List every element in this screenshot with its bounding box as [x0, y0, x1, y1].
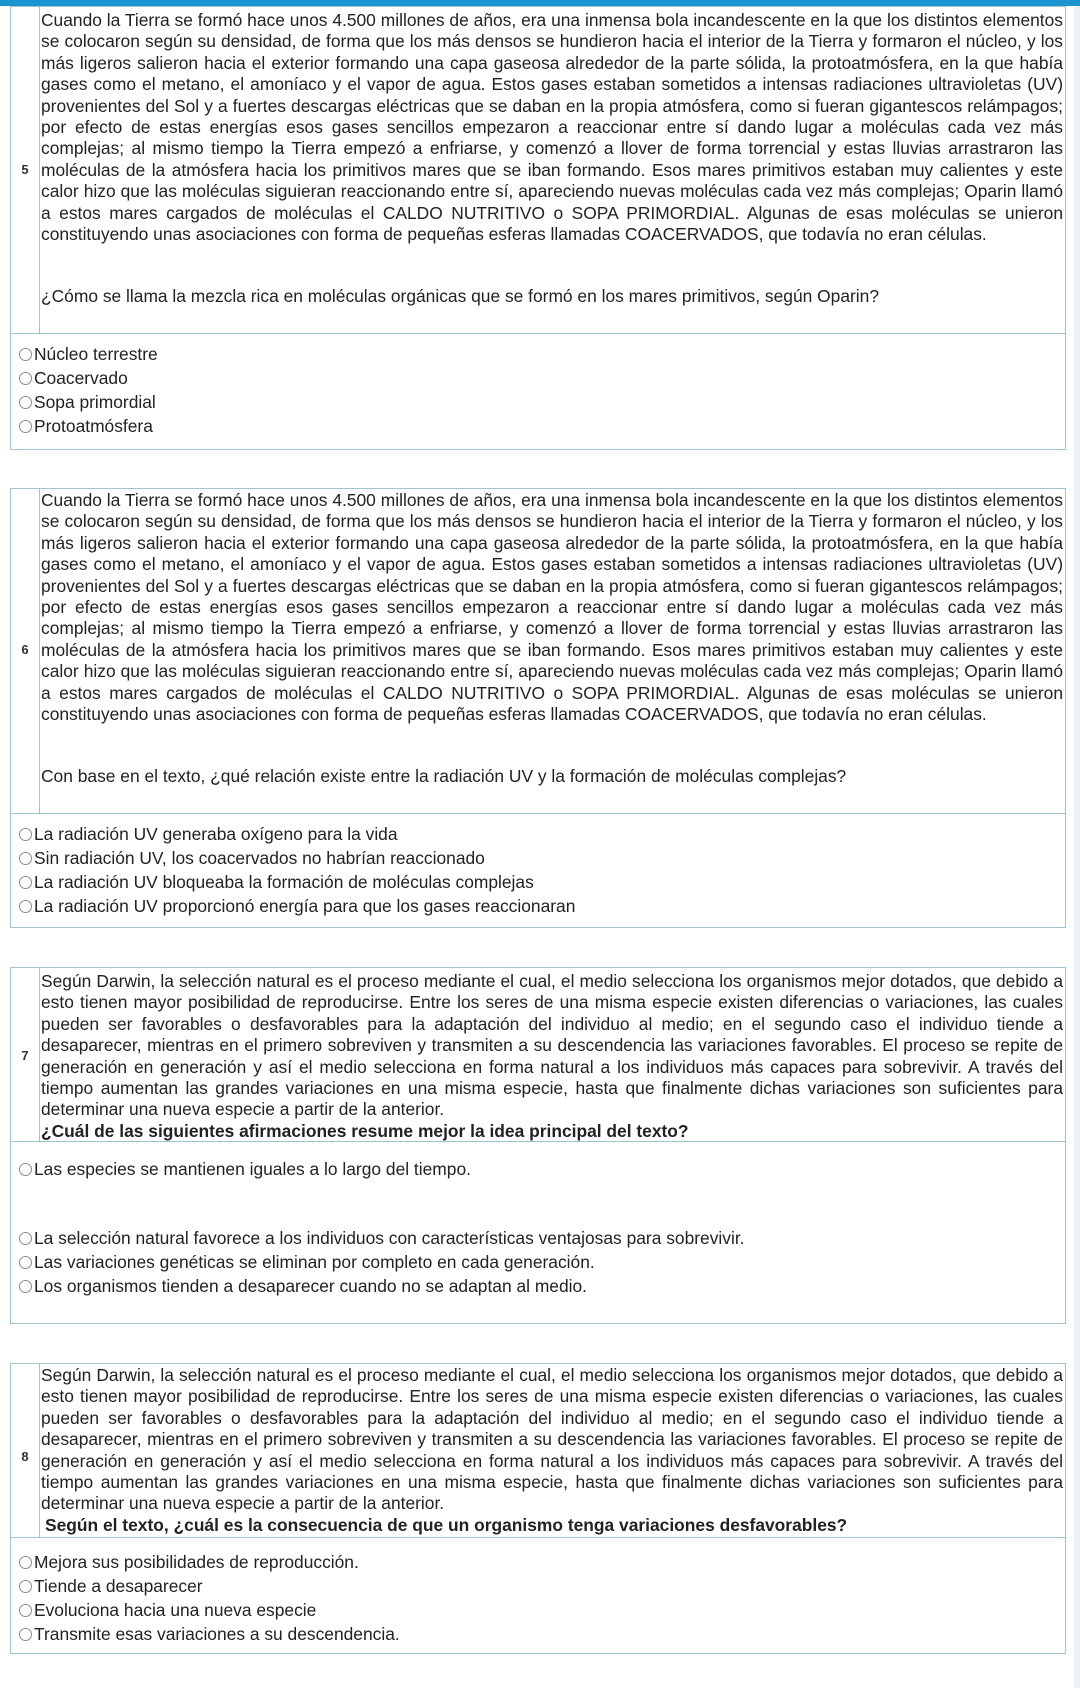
question-prompt: Según el texto, ¿cuál es la consecuencia de que un organismo tenga variaciones desfavorables? — [45, 1514, 848, 1535]
answer-option[interactable] — [19, 1622, 1065, 1646]
radio-button[interactable] — [19, 876, 32, 889]
answer-options — [10, 813, 1066, 928]
question-prompt: ¿Cuál de las siguientes afirmaciones resume mejor la idea principal del texto? — [41, 1120, 689, 1141]
answer-options — [10, 1537, 1066, 1654]
answer-option[interactable] — [19, 1274, 1065, 1298]
question-text-area — [39, 1364, 1065, 1538]
answer-option[interactable] — [19, 870, 1065, 894]
radio-button[interactable] — [19, 348, 32, 361]
answer-option[interactable] — [19, 1226, 1065, 1250]
passage-text: Según Darwin, la selección natural es el proceso mediante el cual, el medio selecciona los organismos mejor dotados, que debido a esto tienen mayor posibilidad de reproducirse. Entre los seres de una misma especie existen diferencias o variaciones, las cuales pueden ser favorables o desfavorables para la adaptación del individuo al medio; en el segundo caso el individuo tiende a desaparecer, mientras en el primero sobreviven y transmiten a su descendencia las variaciones favorables. El proceso se repite de generación en generación y así el medio selecciona en forma natural a los individuos más capaces para sobrevivir. A través del tiempo aumentan las grandes variaciones en una misma especie, hasta que finalmente dichas variaciones son suficientes para determinar una nueva especie a partir de la anterior. — [41, 1365, 1063, 1514]
radio-button[interactable] — [19, 1580, 32, 1593]
question-body — [10, 6, 1066, 333]
option-label[interactable]: Protoatmósfera — [34, 416, 153, 436]
answer-option[interactable] — [19, 1550, 1065, 1574]
passage-text: Cuando la Tierra se formó hace unos 4.500 millones de años, era una inmensa bola incandescente en la que los distintos elementos se colocaron según su densidad, de forma que los más densos se hundieron hacia el interior de la Tierra y formaron el núcleo, y los más ligeros salieron hacia el exterior formando una capa gaseosa alrededor de la parte sólida, la protoatmósfera, en la que había gases como el metano, el amoníaco y el vapor de agua. Estos gases estaban sometidos a intensas radiaciones ultravioletas (UV) provenientes del Sol y a fuertes descargas eléctricas que se daban en la propia atmósfera, como si fueran gigantescos relámpagos; por efecto de estas energías esos gases sencillos empezaron a reaccionar entre sí dando lugar a moléculas cada vez más complejas; al mismo tiempo la Tierra empezó a enfriarse, y comenzó a llover de forma torrencial y estas lluvias arrastraron las moléculas de la atmósfera hacia los primitivos mares que se iban formando. Esos mares primitivos estaban muy calientes y este calor hizo que las moléculas siguieran reaccionando entre sí, apareciendo nuevas moléculas cada vez más complejas; Oparin llamó a estos mares cargados de moléculas el CALDO NUTRITIVO o SOPA PRIMORDIAL. Algunas de esas moléculas se unieron constituyendo unas asociaciones con forma de pequeñas esferas llamadas COACERVADOS, que todavía no eran células. — [41, 10, 1063, 245]
radio-button[interactable] — [19, 1163, 32, 1176]
answer-option[interactable] — [19, 342, 1065, 366]
option-label[interactable]: Los organismos tienden a desaparecer cuando no se adaptan al medio. — [34, 1276, 588, 1296]
option-label[interactable]: La radiación UV proporcionó energía para que los gases reaccionaran — [34, 896, 576, 916]
question-body — [10, 967, 1066, 1141]
answer-option[interactable] — [19, 390, 1065, 414]
radio-button[interactable] — [19, 828, 32, 841]
answer-option[interactable] — [19, 1598, 1065, 1622]
option-label[interactable]: Las especies se mantienen iguales a lo largo del tiempo. — [34, 1159, 471, 1179]
option-label[interactable]: Evoluciona hacia una nueva especie — [34, 1600, 317, 1620]
question-body — [10, 488, 1066, 813]
answer-option[interactable] — [19, 366, 1065, 390]
answer-option[interactable] — [19, 894, 1065, 918]
radio-button[interactable] — [19, 1556, 32, 1569]
option-label[interactable]: Sopa primordial — [34, 392, 156, 412]
radio-button[interactable] — [19, 420, 32, 433]
option-label[interactable]: Mejora sus posibilidades de reproducción. — [34, 1552, 359, 1572]
answer-option[interactable] — [19, 1574, 1065, 1598]
option-label[interactable]: Las variaciones genéticas se eliminan por completo en cada generación. — [34, 1252, 595, 1272]
question-number: 6 — [21, 642, 29, 657]
option-label[interactable]: Tiende a desaparecer — [34, 1576, 203, 1596]
question-number: 5 — [21, 162, 29, 177]
answer-option[interactable] — [19, 414, 1065, 438]
radio-button[interactable] — [19, 1232, 32, 1245]
option-label[interactable]: Transmite esas variaciones a su descendencia. — [34, 1624, 400, 1644]
question-6 — [10, 488, 1066, 928]
question-text-area — [39, 489, 1065, 814]
passage-text: Cuando la Tierra se formó hace unos 4.500 millones de años, era una inmensa bola incandescente en la que los distintos elementos se colocaron según su densidad, de forma que los más densos se hundieron hacia el interior de la Tierra y formaron el núcleo, y los más ligeros salieron hacia el exterior formando una capa gaseosa alrededor de la parte sólida, la protoatmósfera, en la que había gases como el metano, el amoníaco y el vapor de agua. Estos gases estaban sometidos a intensas radiaciones ultravioletas (UV) provenientes del Sol y a fuertes descargas eléctricas que se daban en la propia atmósfera, como si fueran gigantescos relámpagos; por efecto de estas energías esos gases sencillos empezaron a reaccionar entre sí dando lugar a moléculas cada vez más complejas; al mismo tiempo la Tierra empezó a enfriarse, y comenzó a llover de forma torrencial y estas lluvias arrastraron las moléculas de la atmósfera hacia los primitivos mares que se iban formando. Esos mares primitivos estaban muy calientes y este calor hizo que las moléculas siguieran reaccionando entre sí, apareciendo nuevas moléculas cada vez más complejas; Oparin llamó a estos mares cargados de moléculas el CALDO NUTRITIVO o SOPA PRIMORDIAL. Algunas de esas moléculas se unieron constituyendo unas asociaciones con forma de pequeñas esferas llamadas COACERVADOS, que todavía no eran células. — [41, 490, 1063, 725]
scrollbar-track[interactable] — [1074, 6, 1080, 1688]
question-body — [10, 1363, 1066, 1537]
radio-button[interactable] — [19, 1604, 32, 1617]
option-label[interactable]: La radiación UV generaba oxígeno para la vida — [34, 824, 398, 844]
answer-option[interactable] — [19, 1157, 1065, 1181]
radio-button[interactable] — [19, 396, 32, 409]
answer-option[interactable] — [19, 1250, 1065, 1274]
radio-button[interactable] — [19, 1628, 32, 1641]
question-prompt: ¿Cómo se llama la mezcla rica en moléculas orgánicas que se formó en los mares primitivos, según Oparin? — [41, 286, 880, 307]
radio-button[interactable] — [19, 852, 32, 865]
answer-options — [10, 333, 1066, 450]
radio-button[interactable] — [19, 1280, 32, 1293]
question-8 — [10, 1363, 1066, 1654]
radio-button[interactable] — [19, 1256, 32, 1269]
answer-option[interactable] — [19, 846, 1065, 870]
question-5 — [10, 6, 1066, 450]
passage-text: Según Darwin, la selección natural es el proceso mediante el cual, el medio selecciona los organismos mejor dotados, que debido a esto tienen mayor posibilidad de reproducirse. Entre los seres de una misma especie existen diferencias o variaciones, las cuales pueden ser favorables o desfavorables para la adaptación del individuo al medio; en el segundo caso el individuo tiende a desaparecer, mientras en el primero sobreviven y transmiten a su descendencia las variaciones favorables. El proceso se repite de generación en generación y así el medio selecciona en forma natural a los individuos más capaces para sobrevivir. A través del tiempo aumentan las grandes variaciones en una misma especie, hasta que finalmente dichas variaciones son suficientes para determinar una nueva especie a partir de la anterior. — [41, 971, 1063, 1120]
radio-button[interactable] — [19, 372, 32, 385]
question-prompt: Con base en el texto, ¿qué relación existe entre la radiación UV y la formación de moléculas complejas? — [41, 766, 847, 787]
option-label[interactable]: La radiación UV bloqueaba la formación de moléculas complejas — [34, 872, 534, 892]
option-label[interactable]: Sin radiación UV, los coacervados no habrían reaccionado — [34, 848, 485, 868]
question-7 — [10, 967, 1066, 1324]
answer-options — [10, 1141, 1066, 1324]
answer-option[interactable] — [19, 822, 1065, 846]
option-label[interactable]: La selección natural favorece a los individuos con características ventajosas para sobrevivir. — [34, 1228, 745, 1248]
question-text-area — [39, 968, 1065, 1142]
question-number: 7 — [21, 1048, 29, 1063]
option-label[interactable]: Núcleo terrestre — [34, 344, 158, 364]
radio-button[interactable] — [19, 900, 32, 913]
question-number: 8 — [21, 1449, 29, 1464]
question-text-area — [39, 7, 1065, 334]
option-label[interactable]: Coacervado — [34, 368, 128, 388]
